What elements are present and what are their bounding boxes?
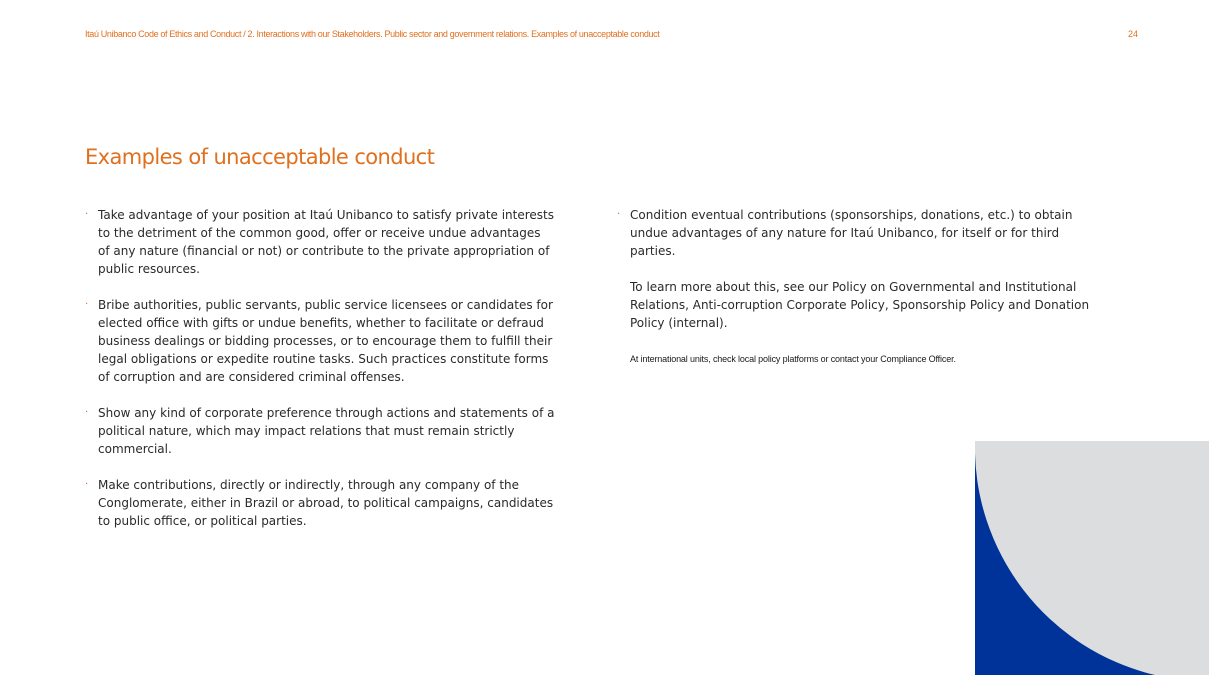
- page-title: Examples of unacceptable conduct: [85, 145, 435, 169]
- bullet-icon: ·: [85, 407, 89, 418]
- list-item-text: Make contributions, directly or indirectly, through any company of the Conglomerate, either in Brazil or abroad, to political campaigns, candidates to public office, or political parties.: [98, 478, 554, 528]
- bullet-icon: ·: [617, 209, 621, 220]
- list-item: [617, 206, 1107, 260]
- corner-decoration: [975, 441, 1209, 675]
- bullet-icon: ·: [85, 479, 89, 490]
- list-item: [85, 206, 555, 278]
- page-number: 24: [1127, 29, 1138, 39]
- unacceptable-conduct-list-left: [85, 206, 555, 530]
- list-item-text: Condition eventual contributions (sponsorships, donations, etc.) to obtain undue advantages of any nature for Itaú Unibanco, for itself or for third parties.: [630, 208, 1073, 258]
- right-column: [617, 206, 1107, 368]
- list-item: [85, 296, 555, 386]
- breadcrumb: Itaú Unibanco Code of Ethics and Conduct / 2. Interactions with our Stakeholders. Public sector and government relations. Examples of unacceptable conduct: [85, 29, 660, 39]
- left-column: [85, 206, 555, 548]
- list-item: [85, 404, 555, 458]
- list-item: [85, 476, 555, 530]
- bullet-icon: ·: [85, 299, 89, 310]
- bullet-icon: ·: [85, 209, 89, 220]
- list-item-text: Show any kind of corporate preference through actions and statements of a political nature, which may impact relations that must remain strictly commercial.: [98, 406, 555, 456]
- list-item-text: Take advantage of your position at Itaú Unibanco to satisfy private interests to the detriment of the common good, offer or receive undue advantages of any nature (financial or not) or contribute to the private appropriation of public resources.: [98, 208, 555, 276]
- list-item-text: Bribe authorities, public servants, public service licensees or candidates for elected office with gifts or undue benefits, whether to facilitate or defraud business dealings or bidding processes, or to encourage them to fulfill their legal obligations or expedite routine tasks. Such practices constitute forms of corruption and are considered criminal offenses.: [98, 298, 553, 384]
- more-info-text: To learn more about this, see our Policy on Governmental and Institutional Relations, Anti-corruption Corporate Policy, Sponsorship Policy and Donation Policy (internal).: [630, 280, 1090, 330]
- unacceptable-conduct-list-right: [617, 206, 1107, 260]
- compliance-note: At international units, check local policy platforms or contact your Compliance Officer.: [630, 354, 956, 364]
